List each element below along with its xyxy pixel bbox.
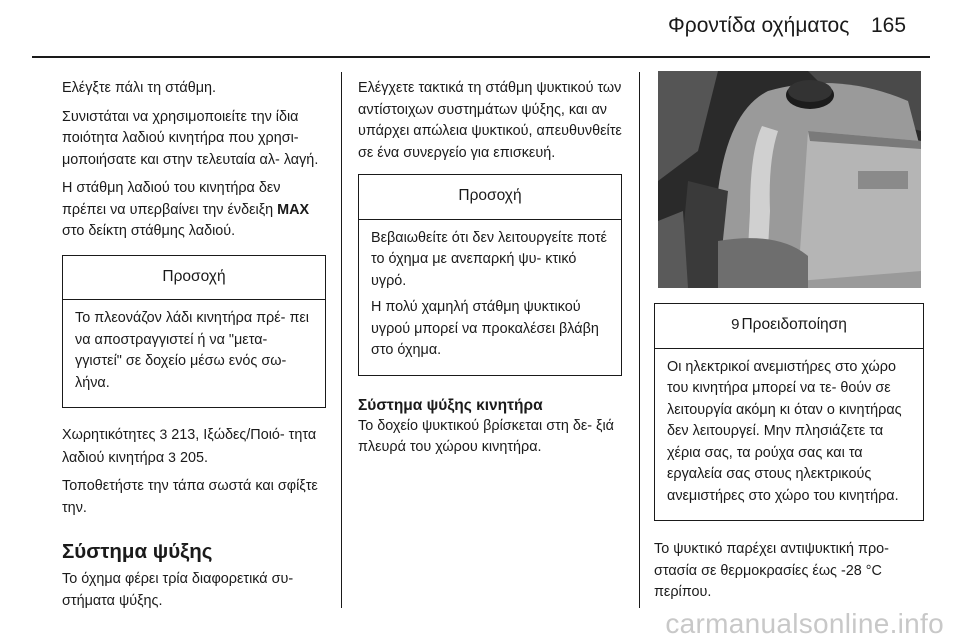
- warning-triangle-icon: 9: [731, 316, 740, 333]
- caution-title: Προσοχή: [359, 175, 621, 220]
- caution-text: Το πλεονάζον λάδι κινητήρα πρέ- πει να αποστραγγιστεί ή να "μετα- γγιστεί" σε δοχείο μέσω ενός σω- λήνα.: [75, 310, 309, 391]
- max-mark: MAX: [277, 201, 310, 218]
- paragraph: Ελέγχετε τακτικά τη στάθμη ψυκτικού των αντίστοιχων συστημάτων ψύξης, και αν υπάρχει απώλεια ψυκτικού, απευθυνθείτε σε ένα συνεργείο για επισκευή.: [358, 80, 622, 161]
- paragraph: Η στάθμη λαδιού του κινητήρα δεν πρέπει να υπερβαίνει την ένδειξη MAX στο δείκτη στάθμης λαδιού.: [62, 180, 310, 239]
- caution-text: Η πολύ χαμηλή στάθμη ψυκτικού υγρού μπορεί να προκαλέσει βλάβη στο όχημα.: [371, 299, 599, 358]
- paragraph: Το ψυκτικό παρέχει αντιψυκτική προ- στασία σε θερμοκρασίες έως -28 °C περίπου.: [654, 541, 889, 600]
- reference-arrow-icon: 3: [159, 426, 168, 442]
- subsection-heading: Σύστημα ψύξης κινητήρα: [358, 396, 543, 414]
- watermark: carmanualsonline.info: [665, 608, 944, 639]
- coolant-reservoir-photo: [658, 71, 921, 288]
- caution-box: [62, 255, 326, 409]
- warning-title: Προειδοποίηση: [741, 316, 847, 333]
- page-reference-link[interactable]: 213: [171, 427, 196, 443]
- header-rule: [32, 56, 930, 58]
- paragraph: Το όχημα φέρει τρία διαφορετικά συ- στήματα ψύξης.: [62, 571, 294, 609]
- page-number: 165: [871, 14, 907, 37]
- middle-column: [358, 78, 622, 466]
- right-column: [654, 303, 924, 611]
- warning-title-row: [655, 304, 923, 349]
- caution-box: [358, 174, 622, 376]
- paragraph-cross-reference: Χωρητικότητες 3 213, Ιξώδες/Ποιό- τητα λαδιού κινητήρα 3 205.: [62, 426, 317, 466]
- caution-title: Προσοχή: [63, 256, 325, 301]
- paragraph: Το δοχείο ψυκτικού βρίσκεται στη δε- ξιά πλευρά του χώρου κινητήρα.: [358, 417, 614, 455]
- caution-text: Βεβαιωθείτε ότι δεν λειτουργείτε ποτέ το όχημα με ανεπαρκή ψυ- κτικό υγρό.: [371, 229, 607, 289]
- paragraph: Τοποθετήστε την τάπα σωστά και σφίξτε την.: [62, 478, 318, 516]
- column-divider-left: [341, 72, 342, 608]
- warning-box: [654, 303, 924, 521]
- page-reference-link[interactable]: 205: [179, 449, 204, 466]
- paragraph: Συνιστάται να χρησιμοποιείτε την ίδια ποιότητα λαδιού κινητήρα που χρησι- μοποιήσατε και στην τελευταία αλ- λαγή.: [62, 108, 319, 168]
- left-column: [62, 78, 326, 619]
- reference-arrow-icon: 3: [168, 448, 176, 465]
- column-divider-right: [639, 72, 640, 608]
- section-heading: Σύστημα ψύξης: [62, 540, 213, 563]
- page-header-title: Φροντίδα οχήματος: [668, 14, 850, 37]
- paragraph: Ελέγξτε πάλι τη στάθμη.: [62, 80, 217, 96]
- warning-text: Οι ηλεκτρικοί ανεμιστήρες στο χώρο του κινητήρα μπορεί να τε- θούν σε λειτουργία ακόμη κι όταν ο κινητήρας δεν λειτουργεί. Μην πλησιάζετε τα χέρια σας, τα ρούχα σας και τα εργαλεία σας στους ηλεκτρικούς ανεμιστήρες στο χώρο του κινητήρα.: [667, 358, 902, 504]
